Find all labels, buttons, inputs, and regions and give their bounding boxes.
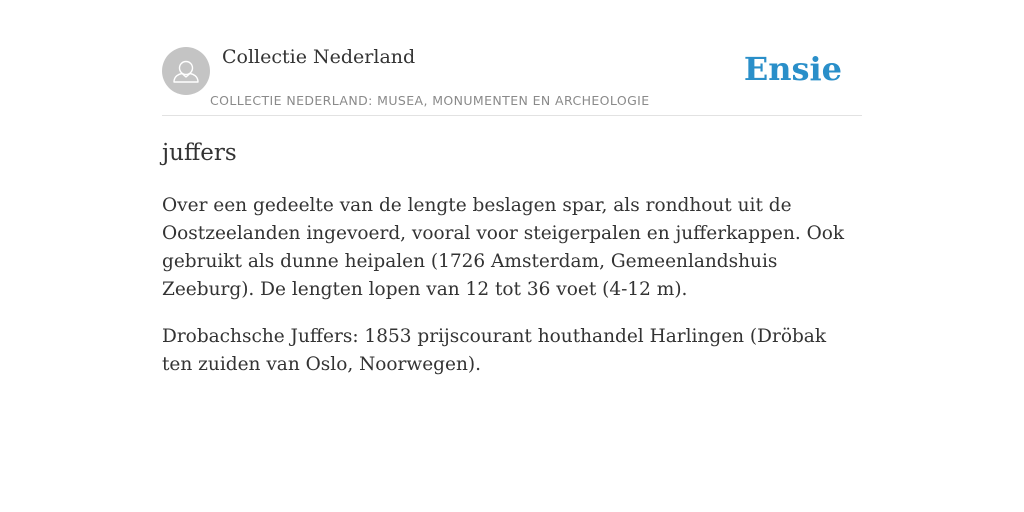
entry-title: juffers (162, 140, 237, 166)
user-silhouette-icon (162, 47, 210, 95)
source-title-link[interactable]: COLLECTIE NEDERLAND: MUSEA, MONUMENTEN EN ARCHEOLOGIE (210, 93, 650, 108)
brand-logo[interactable]: Ensie (743, 50, 842, 88)
entry-header (162, 0, 862, 116)
entry-paragraph: Over een gedeelte van de lengte beslagen spar, als rondhout uit de Oostzeelanden ingevoerd, vooral voor steigerpalen en jufferkappen. Ook gebruikt als dunne heipalen (1726 Amsterdam, Gemeenlandshuis Zeeburg). De lengten lopen van 12 tot 36 voet (4-12 m). (162, 195, 845, 300)
entry-body (162, 192, 862, 398)
avatar[interactable] (162, 47, 210, 95)
author-name-link[interactable]: Collectie Nederland (222, 46, 416, 68)
entry-paragraph: Drobachsche Juffers: 1853 prijscourant houthandel Harlingen (Dröbak ten zuiden van Oslo, Noorwegen). (162, 326, 827, 375)
page-container (162, 0, 862, 375)
